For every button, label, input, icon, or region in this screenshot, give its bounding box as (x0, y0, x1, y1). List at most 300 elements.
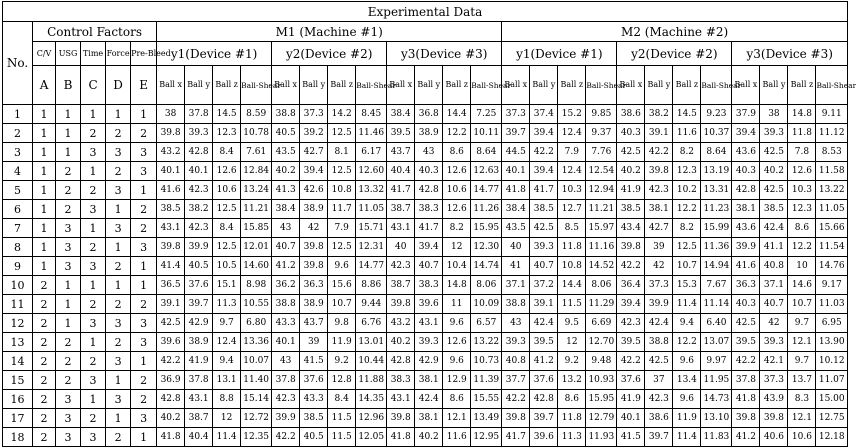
value-cell: 42.3 (617, 314, 645, 333)
value-cell: 12.1 (788, 333, 816, 352)
value-cell: 39.8 (387, 409, 415, 428)
value-cell: 42.2 (530, 143, 558, 162)
value-cell: 36.3 (300, 276, 328, 295)
factor-cell: 3 (131, 333, 157, 352)
value-cell: 39.3 (502, 333, 530, 352)
value-cell: 8.06 (586, 276, 617, 295)
value-cell: 41.9 (617, 181, 645, 200)
value-cell: 41.7 (502, 428, 530, 447)
value-cell: 40.3 (732, 162, 760, 181)
value-cell: 12.5 (328, 238, 356, 257)
value-cell: 43.7 (300, 314, 328, 333)
factor-cell: 1 (81, 276, 106, 295)
value-cell: 9.6 (328, 257, 356, 276)
value-cell: 40.5 (300, 428, 328, 447)
value-cell: 40.2 (387, 333, 415, 352)
value-cell: 38.5 (530, 200, 558, 219)
value-cell: 13.19 (701, 162, 732, 181)
value-cell: 14.77 (356, 257, 387, 276)
value-cell: 13.07 (701, 333, 732, 352)
value-cell: 12.60 (356, 162, 387, 181)
measure-header-ball-z: Ball z (558, 66, 586, 105)
value-cell: 7.8 (788, 143, 816, 162)
measure-header-ball-x: Ball x (157, 66, 185, 105)
value-cell: 37.8 (732, 371, 760, 390)
value-cell: 36.3 (732, 276, 760, 295)
value-cell: 42.8 (185, 143, 213, 162)
factor-cell: 1 (33, 143, 56, 162)
factor-cell: 2 (131, 200, 157, 219)
value-cell: 11.39 (471, 371, 502, 390)
value-cell: 12.8 (328, 371, 356, 390)
value-cell: 9.85 (586, 105, 617, 124)
value-cell: 42.5 (732, 314, 760, 333)
value-cell: 43 (272, 219, 300, 238)
value-cell: 9.48 (586, 352, 617, 371)
value-cell: 42 (300, 219, 328, 238)
value-cell: 9.8 (328, 314, 356, 333)
factor-cell: 1 (106, 409, 131, 428)
value-cell: 8.2 (673, 143, 701, 162)
value-cell: 10.8 (328, 181, 356, 200)
value-cell: 39.8 (502, 409, 530, 428)
value-cell: 8.1 (328, 143, 356, 162)
table-row (3, 257, 848, 276)
value-cell: 14.8 (788, 105, 816, 124)
value-cell: 41.5 (300, 352, 328, 371)
value-cell: 39.4 (530, 162, 558, 181)
factor-name-cv: C/V (33, 42, 56, 66)
factor-cell: 2 (33, 352, 56, 371)
value-cell: 14.4 (558, 276, 586, 295)
value-cell: 11.5 (328, 428, 356, 447)
value-cell: 15.66 (816, 219, 848, 238)
factor-cell: 1 (56, 276, 81, 295)
value-cell: 11 (443, 295, 471, 314)
value-cell: 37.8 (185, 105, 213, 124)
value-cell: 38.8 (272, 295, 300, 314)
row-number: 15 (3, 371, 33, 390)
value-cell: 43.1 (157, 219, 185, 238)
value-cell: 14.4 (443, 105, 471, 124)
factor-cell: 2 (33, 314, 56, 333)
value-cell: 41.7 (387, 181, 415, 200)
value-cell: 41.2 (272, 257, 300, 276)
value-cell: 43.2 (387, 314, 415, 333)
table-row (3, 219, 848, 238)
value-cell: 42.6 (300, 181, 328, 200)
value-cell: 42.4 (530, 314, 558, 333)
value-cell: 12.1 (443, 409, 471, 428)
value-cell: 6.17 (356, 143, 387, 162)
value-cell: 42.3 (272, 390, 300, 409)
factor-cell: 2 (56, 162, 81, 181)
measure-header-ball-x: Ball x (387, 66, 415, 105)
value-cell: 37.3 (502, 105, 530, 124)
value-cell: 40.4 (387, 162, 415, 181)
value-cell: 9.7 (213, 314, 241, 333)
value-cell: 43.2 (157, 143, 185, 162)
value-cell: 11.29 (586, 295, 617, 314)
value-cell: 9.7 (788, 352, 816, 371)
table-title: Experimental Data (3, 2, 848, 22)
value-cell: 37.6 (617, 371, 645, 390)
value-cell: 12.2 (673, 200, 701, 219)
value-cell: 12.63 (471, 162, 502, 181)
value-cell: 15.3 (673, 276, 701, 295)
value-cell: 41.2 (530, 352, 558, 371)
row-number: 2 (3, 124, 33, 143)
value-cell: 8.53 (816, 143, 848, 162)
value-cell: 11.26 (471, 200, 502, 219)
value-cell: 10.09 (471, 295, 502, 314)
m2-device-2-header: y2(Device #2) (617, 42, 732, 66)
factor-cell: 1 (56, 105, 81, 124)
table-row (3, 352, 848, 371)
value-cell: 39.2 (300, 124, 328, 143)
value-cell: 15.00 (816, 390, 848, 409)
value-cell: 41.2 (732, 428, 760, 447)
row-number: 13 (3, 333, 33, 352)
value-cell: 15.14 (241, 390, 272, 409)
value-cell: 40.7 (415, 257, 443, 276)
value-cell: 11.9 (673, 409, 701, 428)
factor-cell: 2 (33, 409, 56, 428)
factor-cell: 2 (131, 124, 157, 143)
value-cell: 43.9 (760, 390, 788, 409)
factor-cell: 1 (131, 257, 157, 276)
value-cell: 39.1 (530, 295, 558, 314)
value-cell: 11.9 (328, 333, 356, 352)
value-cell: 39.1 (157, 295, 185, 314)
value-cell: 12.6 (443, 162, 471, 181)
value-cell: 41.9 (185, 352, 213, 371)
factor-cell: 1 (33, 105, 56, 124)
value-cell: 40.7 (272, 238, 300, 257)
value-cell: 10.93 (586, 371, 617, 390)
value-cell: 9.97 (701, 352, 732, 371)
measure-header-ball-z: Ball z (443, 66, 471, 105)
factor-cell: 1 (33, 200, 56, 219)
measure-header-ball-shear: Ball-Shear (356, 66, 387, 105)
value-cell: 42.1 (760, 352, 788, 371)
value-cell: 42.4 (645, 314, 673, 333)
value-cell: 38.3 (387, 371, 415, 390)
value-cell: 12.18 (816, 428, 848, 447)
value-cell: 11.6 (443, 428, 471, 447)
value-cell: 10.5 (213, 257, 241, 276)
factor-cell: 1 (131, 276, 157, 295)
value-cell: 11.88 (356, 371, 387, 390)
value-cell: 39.7 (502, 124, 530, 143)
value-cell: 40.5 (272, 124, 300, 143)
value-cell: 38.6 (617, 105, 645, 124)
value-cell: 11.5 (558, 295, 586, 314)
value-cell: 13.22 (816, 181, 848, 200)
value-cell: 38 (157, 105, 185, 124)
value-cell: 13.2 (558, 371, 586, 390)
factor-cell: 3 (81, 143, 106, 162)
value-cell: 11.8 (558, 238, 586, 257)
factor-cell: 2 (56, 333, 81, 352)
value-cell: 40.8 (502, 352, 530, 371)
value-cell: 41.7 (530, 181, 558, 200)
value-cell: 14.60 (241, 257, 272, 276)
factor-cell: 2 (56, 352, 81, 371)
value-cell: 10.7 (673, 257, 701, 276)
measure-header-ball-shear: Ball-Shear (701, 66, 732, 105)
value-cell: 9.4 (213, 352, 241, 371)
factor-cell: 3 (106, 219, 131, 238)
value-cell: 12.5 (213, 200, 241, 219)
value-cell: 40.1 (617, 409, 645, 428)
table-body (3, 105, 848, 447)
factor-cell: 3 (81, 371, 106, 390)
value-cell: 13.1 (213, 371, 241, 390)
control-factors-header: Control Factors (33, 22, 157, 42)
row-number: 11 (3, 295, 33, 314)
value-cell: 12.5 (213, 238, 241, 257)
table-row (3, 295, 848, 314)
factor-cell: 1 (106, 238, 131, 257)
value-cell: 10.3 (558, 181, 586, 200)
value-cell: 11.93 (586, 428, 617, 447)
value-cell: 39.3 (530, 238, 558, 257)
factor-name-time: Time (81, 42, 106, 66)
measure-header-ball-shear: Ball-Shear (471, 66, 502, 105)
value-cell: 14.2 (328, 105, 356, 124)
value-cell: 37.6 (185, 276, 213, 295)
factor-cell: 3 (81, 428, 106, 447)
value-cell: 39.6 (415, 295, 443, 314)
measure-header-ball-y: Ball y (185, 66, 213, 105)
value-cell: 43.4 (617, 219, 645, 238)
value-cell: 39.8 (760, 409, 788, 428)
factor-cell: 3 (131, 314, 157, 333)
measure-header-ball-z: Ball z (673, 66, 701, 105)
measure-header-ball-x: Ball x (502, 66, 530, 105)
value-cell: 41.6 (732, 257, 760, 276)
row-number: 1 (3, 105, 33, 124)
value-cell: 11.12 (816, 124, 848, 143)
value-cell: 41.5 (617, 428, 645, 447)
value-cell: 12 (558, 333, 586, 352)
value-cell: 12.2 (788, 238, 816, 257)
value-cell: 39.9 (645, 295, 673, 314)
table-row (3, 428, 848, 447)
table-row (3, 181, 848, 200)
measure-header-ball-x: Ball x (617, 66, 645, 105)
value-cell: 11.8 (558, 409, 586, 428)
value-cell: 39.8 (387, 295, 415, 314)
value-cell: 12.9 (443, 371, 471, 390)
factor-cell: 1 (81, 162, 106, 181)
factor-name-usg: USG (56, 42, 81, 66)
factor-cell: 1 (33, 124, 56, 143)
value-cell: 14.52 (586, 257, 617, 276)
value-cell: 9.37 (586, 124, 617, 143)
factor-cell: 2 (106, 333, 131, 352)
value-cell: 10.4 (443, 257, 471, 276)
value-cell: 8.6 (443, 390, 471, 409)
factor-cell: 2 (81, 409, 106, 428)
factor-cell: 3 (81, 257, 106, 276)
value-cell: 14.5 (213, 105, 241, 124)
factor-cell: 2 (106, 295, 131, 314)
value-cell: 12.31 (356, 238, 387, 257)
value-cell: 13.31 (701, 181, 732, 200)
value-cell: 41.3 (272, 181, 300, 200)
factor-cell: 2 (81, 181, 106, 200)
m1-device-3-header: y3(Device #3) (387, 42, 502, 66)
factor-cell: 2 (33, 276, 56, 295)
value-cell: 6.57 (471, 314, 502, 333)
machine-1-header: M1 (Machine #1) (157, 22, 502, 42)
value-cell: 13.22 (471, 333, 502, 352)
value-cell: 40.5 (185, 257, 213, 276)
value-cell: 42.5 (645, 352, 673, 371)
value-cell: 43.3 (272, 314, 300, 333)
value-cell: 42.3 (645, 181, 673, 200)
value-cell: 9.5 (558, 314, 586, 333)
row-number: 14 (3, 352, 33, 371)
value-cell: 39.8 (732, 409, 760, 428)
value-cell: 42.5 (760, 181, 788, 200)
value-cell: 38.9 (415, 124, 443, 143)
value-cell: 15.1 (213, 276, 241, 295)
value-cell: 15.95 (471, 219, 502, 238)
m1-device-2-header: y2(Device #2) (272, 42, 387, 66)
measure-header-ball-z: Ball z (213, 66, 241, 105)
value-cell: 11.7 (328, 200, 356, 219)
value-cell: 42.9 (185, 314, 213, 333)
value-cell: 39.5 (732, 333, 760, 352)
value-cell: 12.30 (471, 238, 502, 257)
factor-letter-b: B (56, 66, 81, 105)
value-cell: 39.7 (645, 428, 673, 447)
value-cell: 8.6 (443, 143, 471, 162)
row-number: 10 (3, 276, 33, 295)
value-cell: 41.8 (157, 428, 185, 447)
value-cell: 6.69 (586, 314, 617, 333)
factor-letter-a: A (33, 66, 56, 105)
value-cell: 42.8 (387, 352, 415, 371)
value-cell: 42.4 (415, 390, 443, 409)
value-cell: 12.1 (788, 409, 816, 428)
value-cell: 39.8 (300, 238, 328, 257)
value-cell: 12.2 (443, 124, 471, 143)
value-cell: 41.1 (760, 238, 788, 257)
factor-cell: 1 (81, 333, 106, 352)
value-cell: 9.2 (328, 352, 356, 371)
factor-cell: 1 (33, 257, 56, 276)
factor-cell: 3 (81, 200, 106, 219)
value-cell: 11.4 (673, 428, 701, 447)
factor-cell: 2 (33, 428, 56, 447)
value-cell: 12.05 (356, 428, 387, 447)
factor-cell: 1 (106, 200, 131, 219)
value-cell: 11.03 (816, 295, 848, 314)
factor-cell: 3 (131, 238, 157, 257)
value-cell: 15.55 (471, 390, 502, 409)
table-row (3, 238, 848, 257)
value-cell: 38.5 (300, 409, 328, 428)
value-cell: 15.71 (356, 219, 387, 238)
value-cell: 8.6 (558, 390, 586, 409)
factor-cell: 3 (81, 314, 106, 333)
value-cell: 8.64 (701, 143, 732, 162)
value-cell: 42.3 (387, 257, 415, 276)
value-cell: 39.4 (530, 124, 558, 143)
value-cell: 42.2 (157, 352, 185, 371)
value-cell: 14.74 (471, 257, 502, 276)
factor-cell: 2 (131, 295, 157, 314)
value-cell: 12.6 (213, 162, 241, 181)
factor-cell: 1 (81, 219, 106, 238)
value-cell: 6.80 (241, 314, 272, 333)
value-cell: 40.8 (760, 257, 788, 276)
value-cell: 8.98 (241, 276, 272, 295)
value-cell: 37.6 (530, 371, 558, 390)
value-cell: 11.40 (241, 371, 272, 390)
value-cell: 42.2 (617, 352, 645, 371)
value-cell: 8.86 (356, 276, 387, 295)
value-cell: 8.3 (788, 390, 816, 409)
value-cell: 42.5 (530, 219, 558, 238)
value-cell: 38.4 (387, 105, 415, 124)
value-cell: 13.32 (356, 181, 387, 200)
value-cell: 12.3 (788, 200, 816, 219)
value-cell: 9.4 (673, 314, 701, 333)
value-cell: 40.2 (272, 162, 300, 181)
value-cell: 37.2 (530, 276, 558, 295)
value-cell: 14.6 (788, 276, 816, 295)
value-cell: 11.4 (673, 295, 701, 314)
value-cell: 38.3 (415, 276, 443, 295)
value-cell: 10.8 (558, 257, 586, 276)
value-cell: 40.6 (760, 428, 788, 447)
value-cell: 38.4 (502, 200, 530, 219)
value-cell: 37.8 (185, 371, 213, 390)
value-cell: 12.3 (673, 162, 701, 181)
value-cell: 10.6 (213, 181, 241, 200)
value-cell: 11.05 (356, 200, 387, 219)
value-cell: 40.2 (415, 428, 443, 447)
factor-cell: 2 (33, 295, 56, 314)
value-cell: 39.6 (530, 428, 558, 447)
factor-cell: 1 (131, 428, 157, 447)
factor-cell: 2 (81, 124, 106, 143)
no-column-header: No. (3, 22, 33, 105)
factor-cell: 3 (106, 314, 131, 333)
value-cell: 39.3 (760, 124, 788, 143)
row-number: 3 (3, 143, 33, 162)
value-cell: 42.3 (185, 181, 213, 200)
factor-cell: 2 (33, 333, 56, 352)
factor-letter-d: D (106, 66, 131, 105)
value-cell: 15.6 (328, 276, 356, 295)
value-cell: 42.8 (415, 181, 443, 200)
table-row (3, 333, 848, 352)
factor-cell: 3 (106, 352, 131, 371)
value-cell: 42.7 (300, 143, 328, 162)
value-cell: 38.9 (300, 295, 328, 314)
factor-cell: 2 (56, 200, 81, 219)
value-cell: 9.23 (701, 105, 732, 124)
value-cell: 43 (272, 352, 300, 371)
value-cell: 42.3 (185, 219, 213, 238)
value-cell: 42.2 (732, 352, 760, 371)
